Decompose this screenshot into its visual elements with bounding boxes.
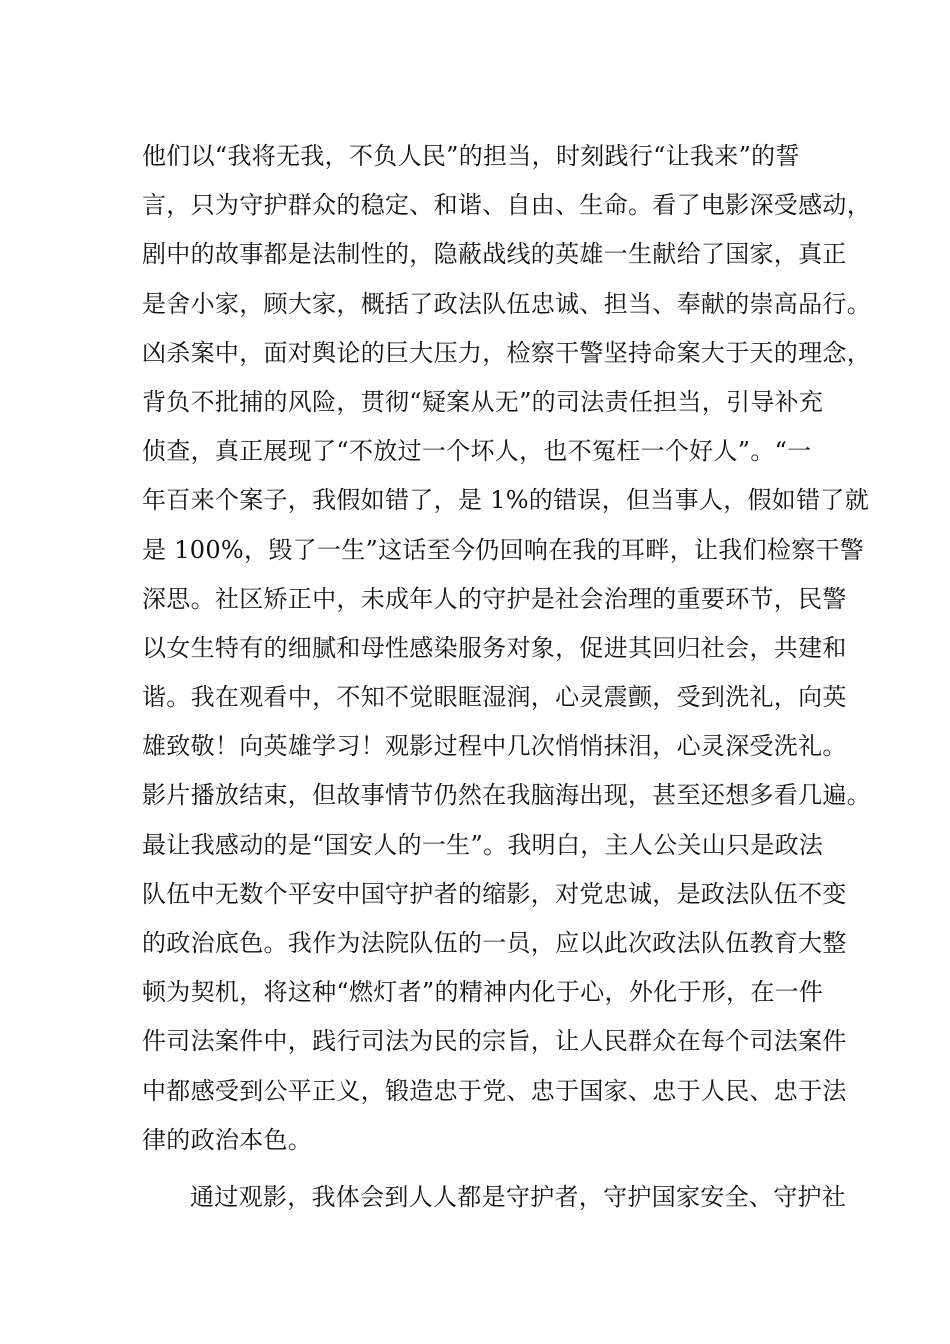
text-line: 以女生特有的细腻和母性感染服务对象，促进其回归社会，共建和 bbox=[142, 633, 847, 662]
paragraph-first-line: 通过观影，我体会到人人都是守护者，守护国家安全、守护社 bbox=[190, 1182, 847, 1211]
text-line: 雄致敬！向英雄学习！观影过程中几次悄悄抹泪，心灵深受洗礼。 bbox=[142, 732, 847, 761]
text-line: 队伍中无数个平安中国守护者的缩影，对党忠诚，是政法队伍不变 bbox=[142, 879, 847, 908]
text-line: 谐。我在观看中，不知不觉眼眶湿润，心灵震颤，受到洗礼，向英 bbox=[142, 683, 847, 712]
text-line: 是舍小家，顾大家，概括了政法队伍忠诚、担当、奉献的崇高品行。 bbox=[142, 289, 871, 318]
text-line: 凶杀案中，面对舆论的巨大压力，检察干警坚持命案大于天的理念， bbox=[142, 338, 871, 367]
text-line: 言，只为守护群众的稳定、和谐、自由、生命。看了电影深受感动， bbox=[142, 191, 871, 220]
body-text bbox=[142, 132, 871, 1222]
text-line: 的政治底色。我作为法院队伍的一员，应以此次政法队伍教育大整 bbox=[142, 929, 847, 957]
text-line: 律的政治本色。 bbox=[142, 1125, 313, 1154]
text-line: 年百来个案子，我假如错了，是 1%的错误，但当事人，假如错了就 bbox=[142, 486, 870, 515]
text-line: 深思。社区矫正中，未成年人的守护是社会治理的重要环节，民警 bbox=[142, 584, 847, 613]
text-line: 背负不批捕的风险，贯彻“疑案从无”的司法责任担当，引导补充 bbox=[142, 387, 824, 416]
text-line: 中都感受到公平正义，锻造忠于党、忠于国家、忠于人民、忠于法 bbox=[142, 1076, 847, 1105]
text-line: 是 100%，毁了一生”这话至今仍回响在我的耳畔，让我们检察干警 bbox=[142, 535, 865, 564]
text-line: 顿为契机，将这种“燃灯者”的精神内化于心，外化于形，在一件 bbox=[142, 978, 824, 1007]
text-line: 剧中的故事都是法制性的，隐蔽战线的英雄一生献给了国家，真正 bbox=[142, 240, 847, 269]
text-line: 件司法案件中，践行司法为民的宗旨，让人民群众在每个司法案件 bbox=[142, 1027, 847, 1056]
text-line: 侦查，真正展现了“不放过一个坏人，也不冤枉一个好人”。“一 bbox=[142, 437, 812, 466]
text-line: 影片播放结束，但故事情节仍然在我脑海出现，甚至还想多看几遍。 bbox=[142, 781, 871, 810]
text-line: 他们以“我将无我，不负人民”的担当，时刻践行“让我来”的誓 bbox=[142, 142, 800, 170]
text-line: 最让我感动的是“国安人的一生”。我明白，主人公关山只是政法 bbox=[142, 830, 824, 859]
